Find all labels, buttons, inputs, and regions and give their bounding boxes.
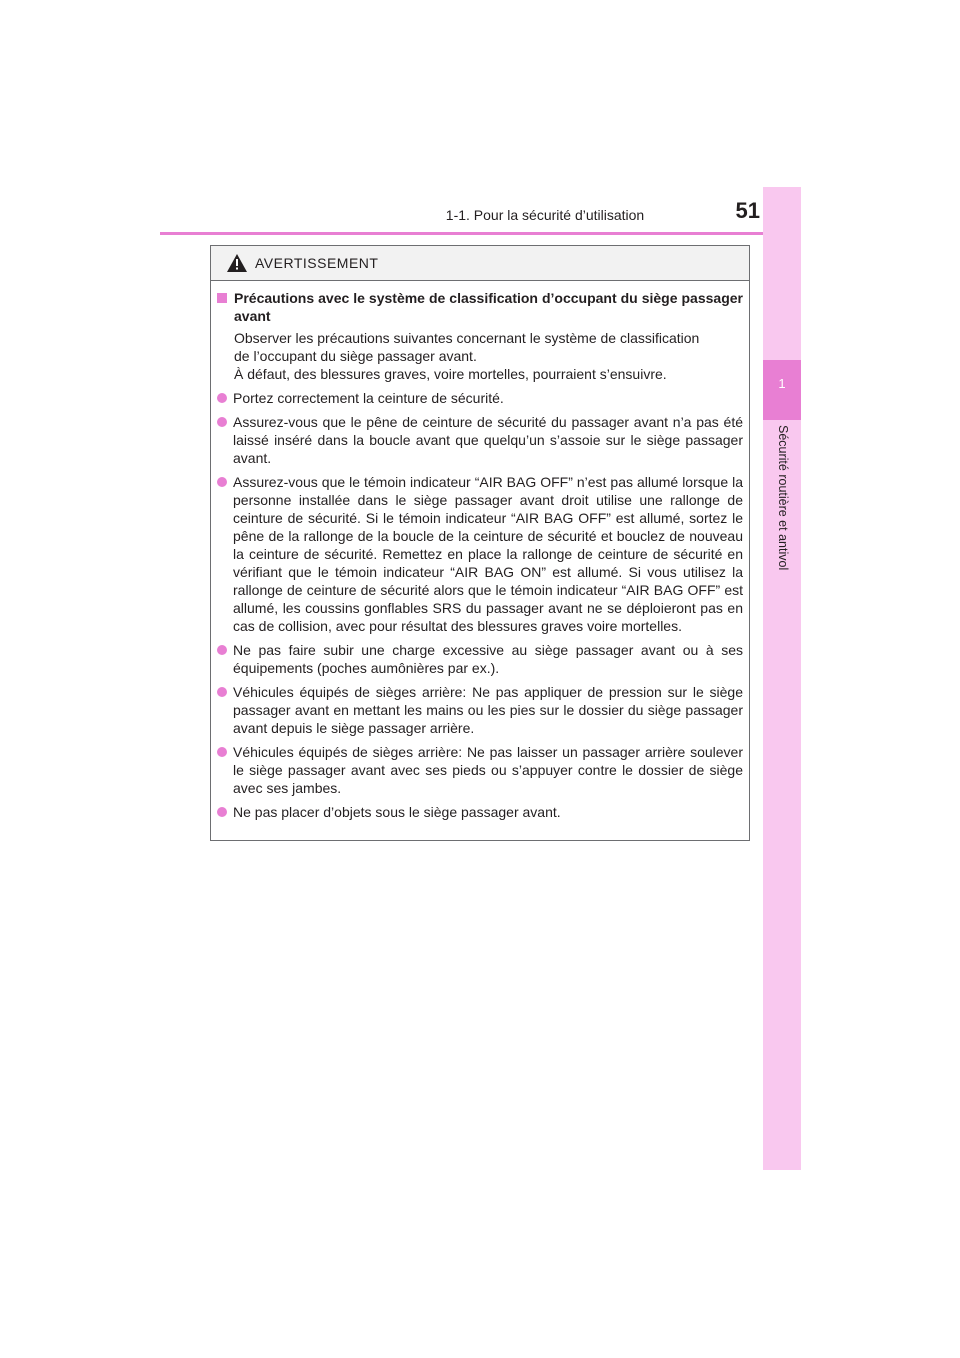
intro-line: À défaut, des blessures graves, voire mortelles, pourraient s’ensuivre. — [234, 366, 667, 382]
warning-item — [217, 743, 743, 797]
warning-item-text: Assurez-vous que le pêne de ceinture de sécurité du passager avant n’a pas été laissé inséré dans la boucle avant que quelqu’un s’assoie sur le siège passager avant. — [233, 414, 743, 466]
warning-item — [217, 683, 743, 737]
round-bullet-icon — [217, 807, 227, 817]
warning-item — [217, 641, 743, 677]
chapter-title: Sécurité routière et antivol — [776, 425, 790, 571]
warning-body — [211, 281, 749, 821]
round-bullet-icon — [217, 417, 227, 427]
round-bullet-icon — [217, 645, 227, 655]
warning-heading-text: Précautions avec le système de classification d’occupant du siège passager avant — [234, 290, 743, 324]
header-divider — [160, 232, 800, 235]
warning-item-text: Assurez-vous que le témoin indicateur “AIR BAG OFF” n’est pas allumé lorsque la personne installée dans le siège passager avant droit utilise une rallonge de ceinture de sécurité. Si le témoin indicateur “AIR BAG OFF” est allumé, sortez le pêne de la rallonge de la boucle de la ceinture de sécurité et bouclez de nouveau la ceinture de sécurité. Remettez en place la rallonge de ceinture de sécurité en vérifiant que le témoin indicateur “AIR BAG ON” est allumé. Si vous utilisez la rallonge de ceinture de sécurité alors que le témoin indicateur “AIR BAG OFF” est allumé, les coussins gonflables SRS du passager avant ne se déploieront pas en cas de collision, avec pour résultat des blessures graves voire mortelles. — [233, 474, 743, 634]
section-title: 1-1. Pour la sécurité d’utilisation — [445, 207, 645, 223]
warning-box — [210, 245, 750, 841]
warning-heading — [217, 289, 743, 325]
square-bullet-icon — [217, 293, 227, 303]
warning-item — [217, 413, 743, 467]
round-bullet-icon — [217, 747, 227, 757]
warning-item-text: Ne pas placer d’objets sous le siège passager avant. — [233, 804, 561, 820]
warning-item-text: Ne pas faire subir une charge excessive au siège passager avant ou à ses équipements (poches aumônières par ex.). — [233, 642, 743, 676]
warning-item — [217, 389, 743, 407]
warning-item-text: Portez correctement la ceinture de sécurité. — [233, 390, 504, 406]
warning-item — [217, 803, 743, 821]
intro-line: de l’occupant du siège passager avant. — [234, 348, 477, 364]
warning-item — [217, 473, 743, 635]
warning-triangle-icon — [227, 254, 247, 272]
warning-header — [211, 246, 749, 281]
warning-title: AVERTISSEMENT — [255, 255, 379, 271]
round-bullet-icon — [217, 477, 227, 487]
round-bullet-icon — [217, 393, 227, 403]
chapter-number: 1 — [778, 376, 786, 391]
chapter-tab-column — [763, 187, 801, 1170]
warning-item-text: Véhicules équipés de sièges arrière: Ne pas laisser un passager arrière soulever le siège passager avant avec ses pieds ou s’appuyer contre le dossier de siège avec ses jambes. — [233, 744, 743, 796]
round-bullet-icon — [217, 687, 227, 697]
intro-line: Observer les précautions suivantes concernant le système de classification — [234, 330, 700, 346]
warning-item-text: Véhicules équipés de sièges arrière: Ne pas appliquer de pression sur le siège passager avant en mettant les mains ou les pies sur le dossier du siège passager avant depuis le siège passager arrière. — [233, 684, 743, 736]
page-number: 51 — [735, 198, 760, 223]
warning-intro — [234, 329, 743, 383]
